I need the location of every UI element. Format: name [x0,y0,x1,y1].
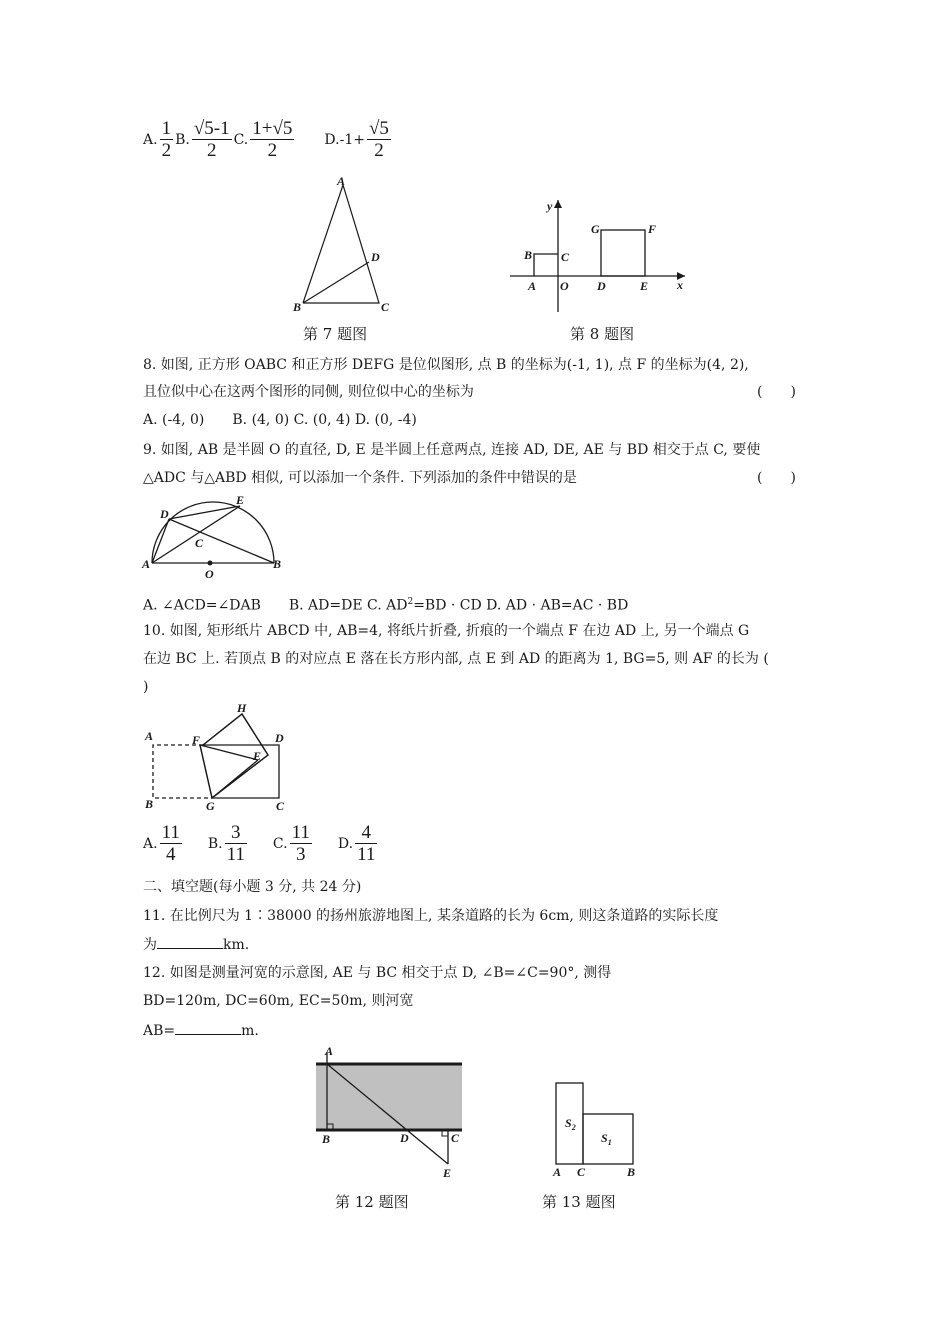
q10-line1: 10. 如图, 矩形纸片 ABCD 中, AB=4, 将纸片折叠, 折痕的一个端点 F 在边 AD 上, 另一个端点 G [143,623,750,639]
q9-line1: 9. 如图, AB 是半圆 O 的直径, D, E 是半圆上任意两点, 连接 AD, DE, AE 与 BD 相交于点 C, 要使 [143,442,761,458]
q10-line3: ) [143,679,149,695]
fig7-label-a: A [337,175,346,188]
figure-8-coordinate-plane [505,195,690,315]
fig13-label-c: C [577,1165,586,1179]
figure-13-caption: 第 13 题图 [542,1193,616,1211]
q12-line2: BD=120m, DC=60m, EC=50m, 则河宽 [143,993,414,1009]
q8-options: A. (-4, 0) B. (4, 0) C. (0, 4) D. (0, -4) [143,412,417,428]
fig8-label-o: O [560,279,569,293]
fig13-label-s1: $S_1$ [601,1131,612,1147]
q12-line1: 12. 如图是测量河宽的示意图, AE 与 BC 相交于点 D, ∠B=∠C=90°, 测得 [143,965,612,981]
fig8-label-y: y [547,199,553,213]
figure-12-river-diagram [310,1043,470,1183]
fig13-label-b: B [627,1165,636,1179]
fig10-label-b: B [145,797,154,811]
fig9-label-o: O [205,567,214,581]
fig10-label-e: E [253,749,262,763]
fig8-label-b: B [524,248,533,262]
fig8-label-f: F [648,222,657,236]
q12-line3: AB= m. [143,1020,259,1041]
fig12-label-a: A [325,1044,334,1058]
figure-7-triangle [285,175,395,315]
q12-answer-blank[interactable] [175,1020,241,1035]
fig8-label-a: A [528,279,537,293]
fig8-label-x: x [677,278,683,292]
fig12-label-d: D [400,1131,409,1145]
q7-options: A. $\frac{1}{2}$ B. $\frac{√5-1}{2}$ C. $\frac{1+√5}{2}$ D.-1+ $\frac{√5}{2}$ [143,118,389,161]
q9-options: A. ∠ACD=∠DAB B. AD=DE C. $AD^2=BD$ · CD D. AD · AB=AC · BD [143,597,629,614]
q8-answer-paren: ( ) [757,384,796,400]
q11-line1: 11. 在比例尺为 1∶38000 的扬州旅游地图上, 某条道路的长为 6cm, 则这条道路的实际长度 [143,908,719,924]
fig9-label-d: D [160,507,169,521]
q10-option-d-fraction: $\frac{4}{11}$ [357,822,376,865]
fig7-label-c: C [381,300,390,314]
q9-answer-paren: ( ) [757,470,796,486]
section-2-heading: 二、填空题(每小题 3 分, 共 24 分) [143,879,362,895]
figure-13-squares [545,1075,645,1180]
q11-line2: 为 km. [143,934,249,955]
fig9-label-c: C [195,536,204,550]
figure-12-caption: 第 12 题图 [335,1193,409,1211]
figure-10-folded-rectangle [140,700,290,815]
q10-options: A. $\frac{11}{4}$ B. $\frac{3}{11}$ C. $\frac{11}{3}$ D. $\frac{4}{11}$ [143,822,376,865]
fig8-label-g: G [591,222,600,236]
q7-option-b-fraction: $\frac{√5-1}{2}$ [193,118,230,161]
fig8-label-c: C [561,250,570,264]
q7-option-d-fraction: $\frac{√5}{2}$ [368,118,389,161]
fig13-label-a: A [553,1165,562,1179]
fig9-label-a: A [142,557,151,571]
q10-option-b-fraction: $\frac{3}{11}$ [226,822,245,865]
fig10-label-g: G [206,799,215,813]
fig8-label-d: D [597,279,606,293]
fig9-label-b: B [273,557,282,571]
q10-option-c-fraction: $\frac{11}{3}$ [291,822,310,865]
q9-line2: △ADC 与△ABD 相似, 可以添加一个条件. 下列添加的条件中错误的是 [143,470,577,486]
fig9-label-e: E [236,493,245,507]
fig8-label-e: E [640,279,649,293]
q8-line1: 8. 如图, 正方形 OABC 和正方形 DEFG 是位似图形, 点 B 的坐标为(-1, 1), 点 F 的坐标为(4, 2), [143,357,749,373]
fig7-label-b: B [293,300,302,314]
fig12-label-c: C [451,1131,460,1145]
fig10-label-f: F [192,733,201,747]
figure-9-semicircle [140,490,290,585]
q10-line2: 在边 BC 上. 若顶点 B 的对应点 E 落在长方形内部, 点 E 到 AD 的距离为 1, BG=5, 则 AF 的长为 ( [143,651,769,667]
fig10-label-d: D [275,731,284,745]
q7-option-a-fraction: $\frac{1}{2}$ [161,118,172,161]
q11-answer-blank[interactable] [157,934,223,949]
fig12-label-e: E [443,1166,452,1180]
fig10-label-c: C [276,799,285,813]
q8-line2: 且位似中心在这两个图形的同侧, 则位似中心的坐标为 [143,384,474,400]
figure-7-caption: 第 7 题图 [303,325,368,343]
fig10-label-h: H [237,701,247,715]
q10-option-a-fraction: $\frac{11}{4}$ [161,822,180,865]
q7-option-c-fraction: $\frac{1+√5}{2}$ [252,118,293,161]
fig12-label-b: B [322,1132,331,1146]
figure-8-caption: 第 8 题图 [570,325,635,343]
fig13-label-s2: $S_2$ [565,1116,576,1132]
fig7-label-d: D [371,250,380,264]
fig10-label-a: A [145,729,154,743]
